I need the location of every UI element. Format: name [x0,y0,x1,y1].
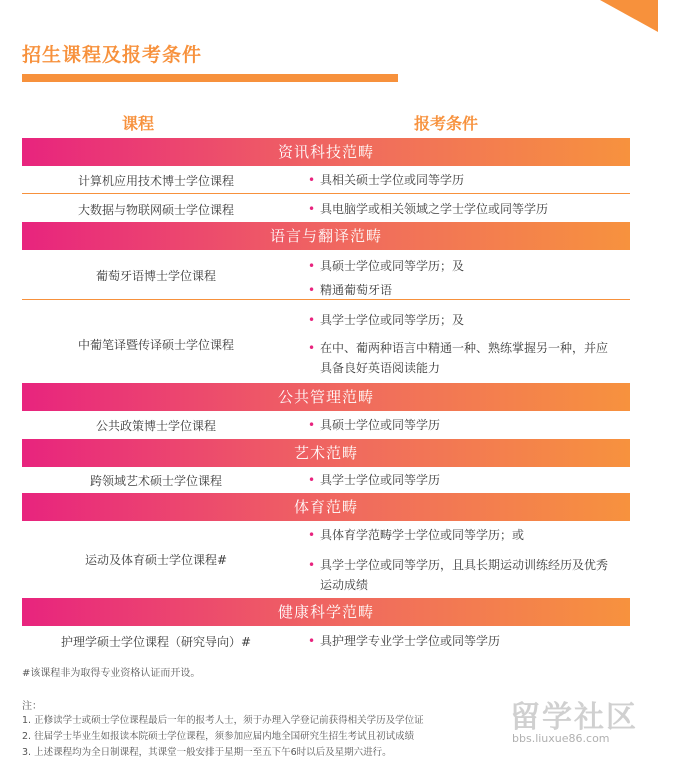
requirement-item: • 具电脑学或相关领域之学士学位或同等学历 [308,199,608,219]
requirement-list [308,415,608,435]
course-name: 大数据与物联网硕士学位课程 [77,203,234,217]
requirement-list [308,199,608,219]
requirement-item: • 精通葡萄牙语 [308,278,608,302]
requirement-item: • 具体育学范畴学士学位或同等学历；或 [308,525,608,545]
title-underline [22,74,398,82]
requirement-item: • 具相关硕士学位或同等学历 [308,170,608,190]
note-item: 3. 上述课程均为全日制课程，其课堂一般安排于星期一至五下午6时以后及星期六进行。 [22,747,392,758]
note-item: 2. 往届学士毕业生如报读本院硕士学位课程，须参加应届内地全国研究生招生考试且初试成绩 [22,731,415,742]
table-row [22,194,630,222]
requirement-list [308,631,608,651]
footnote: #该课程非为取得专业资格认证而开设。 [22,668,201,679]
table-row [22,411,630,439]
watermark-logo: 留学社区 [510,700,638,735]
requirement-item: • 具护理学专业学士学位或同等学历 [308,631,608,651]
course-name: 计算机应用技术博士学位课程 [77,174,234,188]
table-row [22,467,630,493]
table-row [22,166,630,194]
watermark-url: bbs.liuxue86.com [512,732,610,745]
category-bar-arts: 艺术范畴 [22,439,630,467]
column-header-course: 课程 [122,114,155,133]
notes-heading: 注： [22,701,42,712]
course-name: 运动及体育硕士学位课程# [84,553,228,567]
requirement-item: • 具硕士学位或同等学历；及 [308,254,608,278]
course-name: 跨领域艺术硕士学位课程 [89,474,222,488]
category-bar-public-admin: 公共管理范畴 [22,383,630,411]
requirement-item: • 具学士学位或同等学历 [308,470,608,490]
requirement-item: • 具硕士学位或同等学历 [308,415,608,435]
column-header-requirements: 报考条件 [414,114,479,133]
requirement-item: • 具学士学位或同等学历；及 [308,310,608,330]
requirement-item: • 具学士学位或同等学历，且具长期运动训练经历及优秀运动成绩 [308,555,608,595]
note-item: 1. 正修读学士或硕士学位课程最后一年的报考人士，须于办理入学登记前获得相关学历及学位证 [22,715,424,726]
category-bar-it: 资讯科技范畴 [22,138,630,166]
requirement-list [308,470,608,490]
category-bar-sports: 体育范畴 [22,493,630,521]
category-bar-language: 语言与翻译范畴 [22,222,630,250]
course-name: 公共政策博士学位课程 [95,419,216,433]
table-row [22,626,630,656]
table-row [22,300,630,382]
table-row [22,521,630,598]
course-name: 中葡笔译暨传译硕士学位课程 [77,338,234,352]
requirement-list [308,254,608,302]
requirement-list [308,170,608,190]
table-row [22,250,630,300]
course-name: 葡萄牙语博士学位课程 [95,269,216,283]
corner-decoration [600,0,675,32]
watermark [500,692,670,752]
course-name: 护理学硕士学位课程（研究导向）# [60,635,252,649]
requirement-list [308,525,608,595]
category-bar-health: 健康科学范畴 [22,598,630,626]
requirement-list [308,310,608,378]
page-title: 招生课程及报考条件 [22,44,203,66]
requirement-item: • 在中、葡两种语言中精通一种、熟练掌握另一种，并应具备良好英语阅读能力 [308,338,608,378]
